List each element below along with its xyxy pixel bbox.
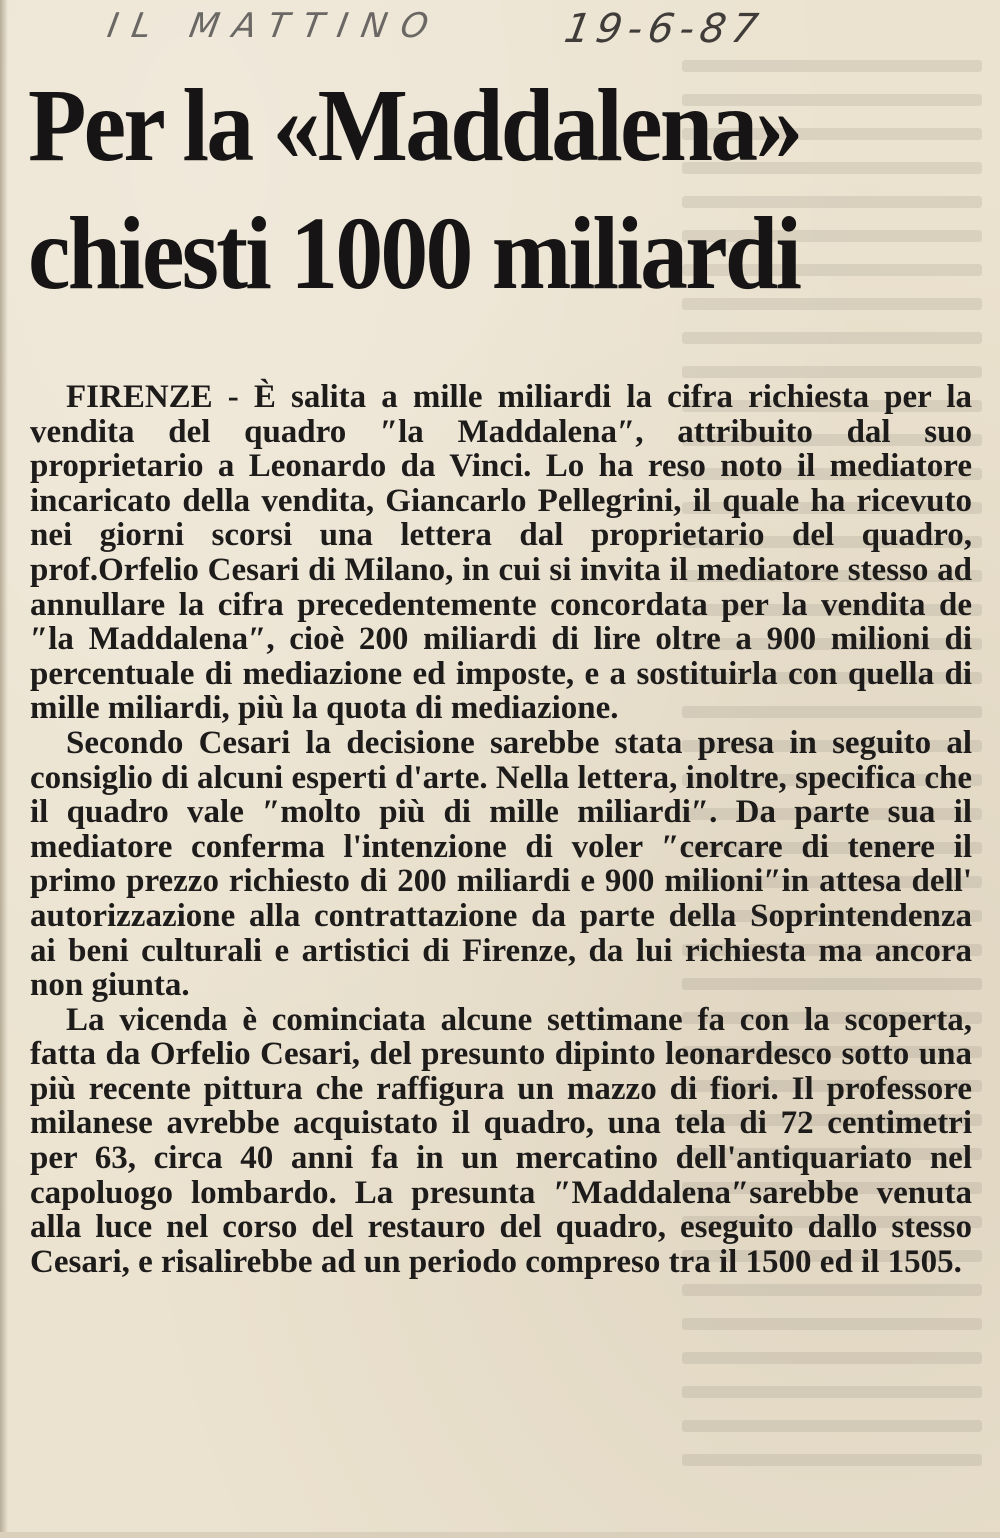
article-paragraph — [30, 380, 972, 726]
handwritten-date: 19-6-87 — [560, 6, 768, 52]
article-paragraph: Secondo Cesari la decisione sarebbe stata presa in seguito al consiglio di alcuni esperti d'arte. Nella lettera, inoltre, specifica che il quadro vale ″molto più di mille miliardi″. Da parte sua il mediatore conferma l'intenzione di voler ″cercare di tenere il primo prezzo richiesto di 200 miliardi e 900 milioni″in attesa dell' autorizzazione alla contrattazione da parte della Soprintendenza ai beni culturali e artistici di Firenze, da lui richiesta ma ancora non giunta. — [30, 724, 972, 1004]
paper-edge-left — [0, 0, 8, 1538]
paper-edge-bottom — [0, 1532, 1000, 1538]
handwritten-newspaper-name: IL MATTINO — [104, 6, 446, 46]
headline-line-2: chiesti 1000 miliardi — [28, 196, 800, 311]
dateline: FIRENZE — [66, 379, 213, 415]
article-body — [30, 380, 972, 1279]
headline-line-1: Per la «Maddalena» — [28, 68, 801, 183]
article-paragraph: La vicenda è cominciata alcune settimane fa con la scoperta, fatta da Orfelio Cesari, del presunto dipinto leonardesco sotto una più recente pittura che raffigura un mazzo di fiori. Il professore milanese avrebbe acquistato il quadro, una tela di 72 centimetri per 63, circa 40 anni fa in un mercatino dell'antiquariato nel capoluogo lombardo. La presunta ″Maddalena″sarebbe venuta alla luce nel corso del restauro del quadro, eseguito dallo stesso Cesari, e risalirebbe ad un periodo compreso tra il 1500 ed il 1505. — [30, 1001, 972, 1280]
headline — [28, 62, 911, 318]
paragraph-text: - È salita a mille miliardi la cifra richiesta per la vendita del quadro ″la Maddalena″, attribuito dal suo proprietario a Leonardo da Vinci. Lo ha reso noto il mediatore incaricato della vendita, Giancarlo Pellegrini, il quale ha ricevuto nei giorni scorsi una lettera dal proprietario del quadro, prof.Orfelio Cesari di Milano, in cui si invita il mediatore stesso ad annullare la cifra precedentemente concordata per la vendita de ″la Maddalena″, cioè 200 miliardi di lire oltre a 900 milioni di percentuale di mediazione ed imposte, e a sostituirla con quella di mille miliardi, più la quota di mediazione. — [30, 379, 972, 727]
